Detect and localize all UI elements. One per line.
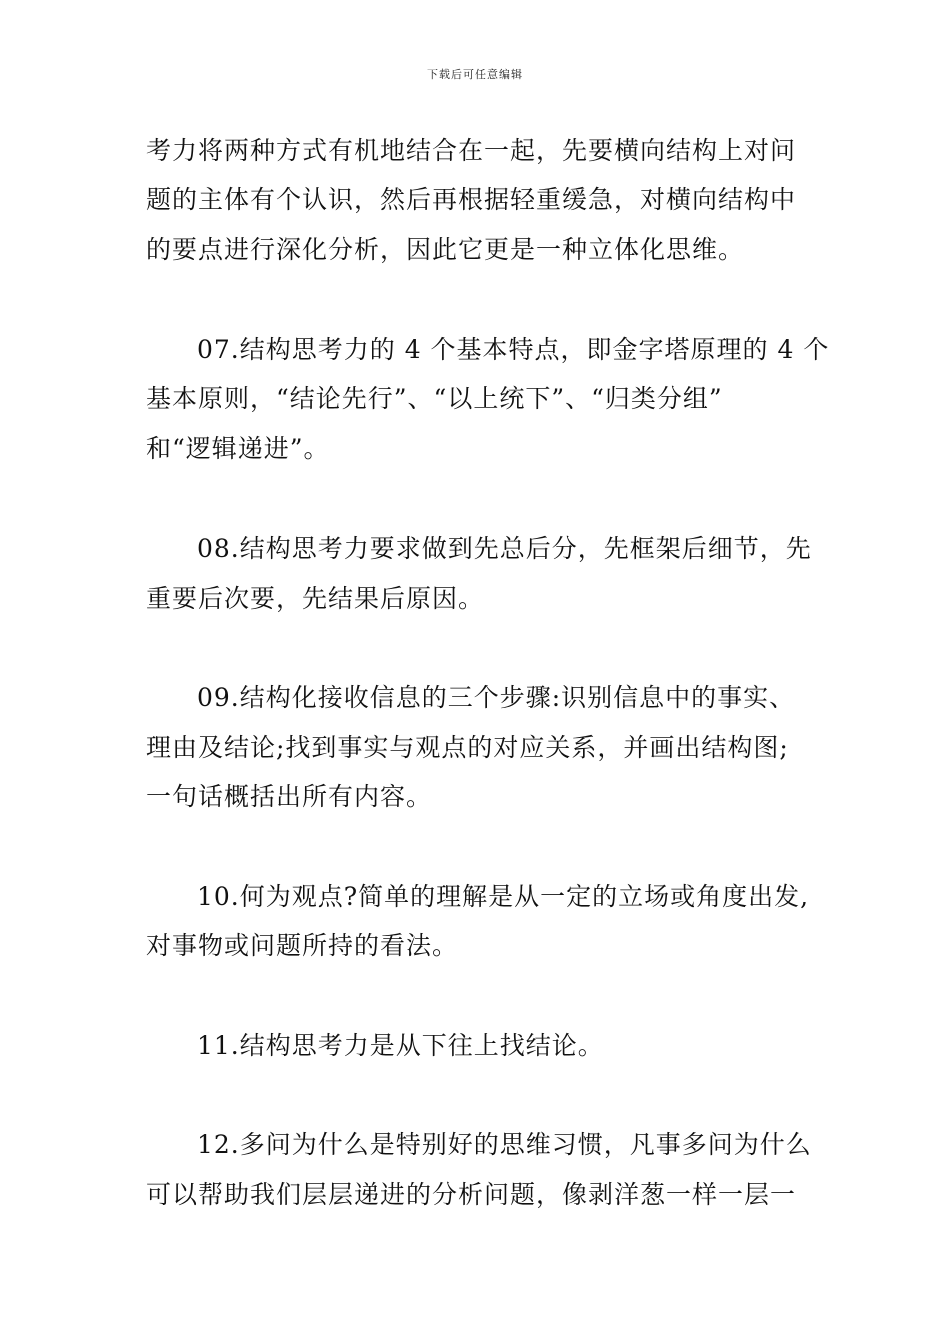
header-note: 下载后可任意编辑	[427, 68, 523, 81]
paragraph-1-line-1: 考力将两种方式有机地结合在一起，先要横向结构上对问	[146, 136, 797, 165]
paragraph-1-line-2: 题的主体有个认识，然后再根据轻重缓急，对横向结构中	[146, 185, 797, 214]
paragraph-07-line-1: 07.结构思考力的 4 个基本特点，即金字塔原理的 4 个	[197, 335, 830, 364]
paragraph-08-line-2: 重要后次要，先结果后原因。	[146, 584, 485, 613]
paragraph-1-line-3: 的要点进行深化分析，因此它更是一种立体化思维。	[146, 235, 745, 264]
paragraph-09-line-3: 一句话概括出所有内容。	[146, 782, 433, 811]
paragraph-08-line-1: 08.结构思考力要求做到先总后分，先框架后细节，先	[197, 534, 812, 563]
paragraph-09-line-1: 09.结构化接收信息的三个步骤:识别信息中的事实、	[197, 683, 796, 712]
paragraph-10-line-2: 对事物或问题所持的看法。	[146, 931, 459, 960]
paragraph-12-line-2: 可以帮助我们层层递进的分析问题，像剥洋葱一样一层一	[146, 1180, 797, 1209]
paragraph-12-line-1: 12.多问为什么是特别好的思维习惯，凡事多问为什么	[197, 1130, 812, 1159]
paragraph-11-line-1: 11.结构思考力是从下往上找结论。	[197, 1031, 604, 1060]
paragraph-10-line-1: 10.何为观点?简单的理解是从一定的立场或角度出发,	[197, 882, 810, 911]
paragraph-07-line-2: 基本原则，“结论先行”、“以上统下”、“归类分组”	[146, 384, 723, 413]
paragraph-09-line-2: 理由及结论;找到事实与观点的对应关系，并画出结构图;	[146, 733, 789, 762]
paragraph-07-line-3: 和“逻辑递进”。	[146, 434, 330, 463]
